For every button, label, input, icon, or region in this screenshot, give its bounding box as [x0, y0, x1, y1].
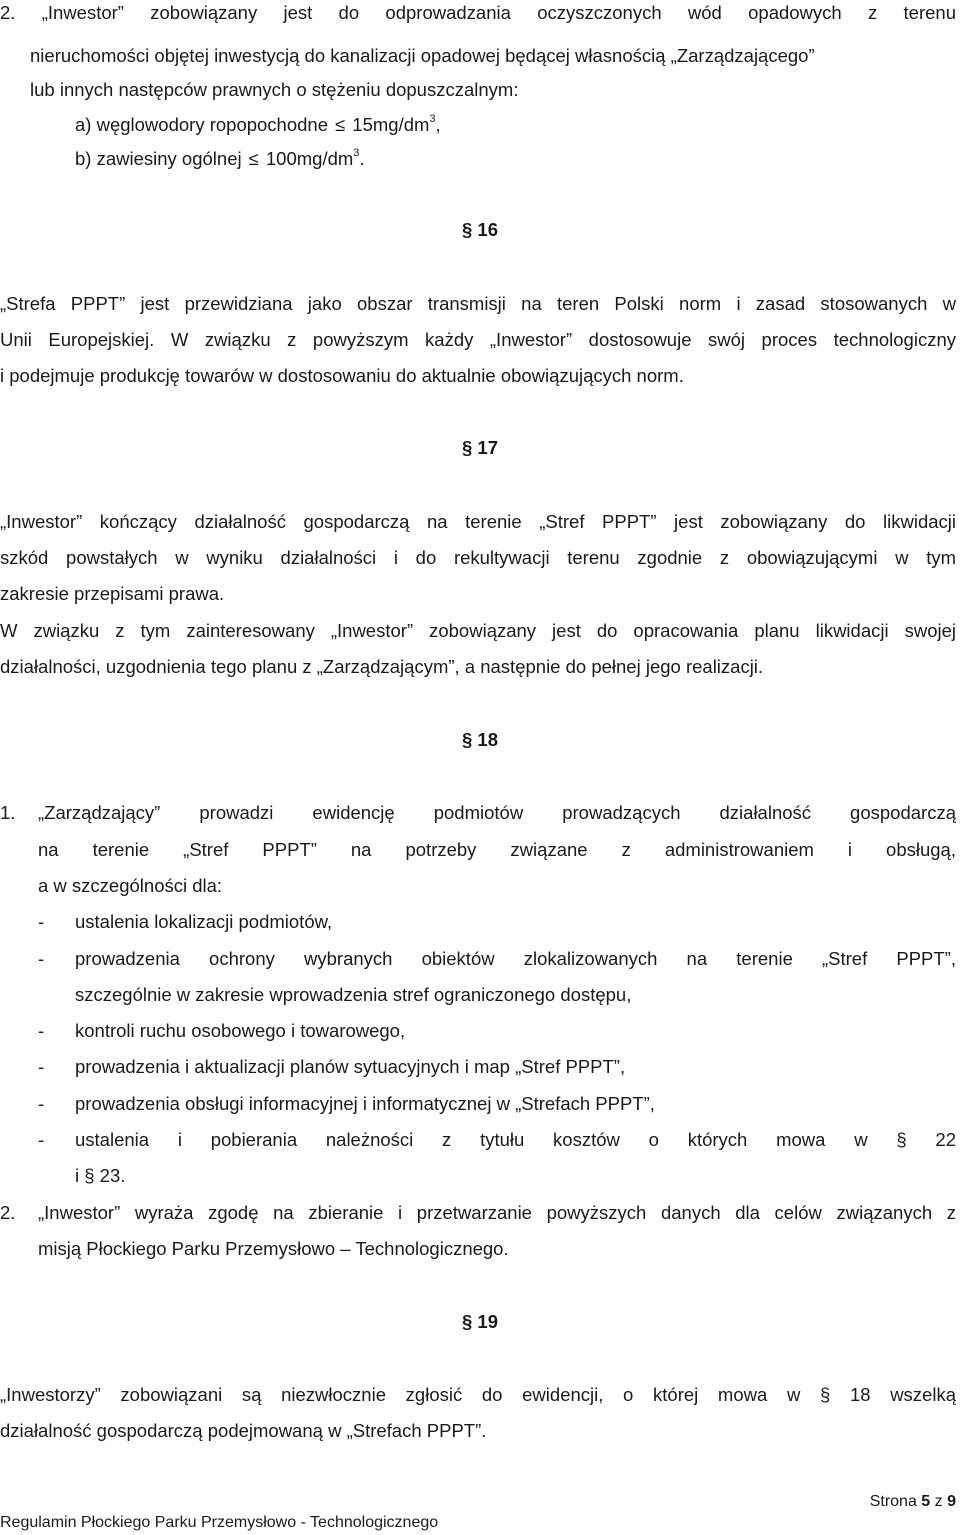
- list-item: ustalenia lokalizacji podmiotów,: [75, 911, 333, 932]
- paragraph-line: zakresie przepisami prawa.: [0, 583, 225, 604]
- paragraph-line: W związku z tym zainteresowany „Inwestor” zobowiązany jest do opracowania planu likwidacji swojej: [0, 620, 956, 641]
- paragraph-line: szkód powstałych w wyniku działalności i do rekultywacji terenu zgodnie z obowiązującymi w tym: [0, 547, 956, 568]
- page-of: z: [930, 1493, 948, 1510]
- dash-bullet: -: [38, 1093, 45, 1114]
- list-item-text: a) węglowodory ropopochodne: [75, 114, 334, 135]
- less-equal-symbol: ≤: [248, 148, 259, 169]
- section-heading-16: § 16: [461, 219, 498, 240]
- less-equal-symbol: ≤: [335, 114, 346, 135]
- paragraph-number: 1.: [0, 802, 16, 823]
- paragraph-line: nieruchomości objętej inwestycją do kanalizacji opadowej będącej własnością „Zarządzającego”: [30, 45, 815, 66]
- page-total: 9: [947, 1493, 956, 1510]
- section-heading-17: § 17: [461, 437, 498, 458]
- paragraph-line: 2. „Inwestor” zobowiązany jest do odprowadzania oczyszczonych wód opadowych z terenu: [0, 2, 956, 23]
- page-current: 5: [921, 1493, 931, 1510]
- dash-bullet: -: [38, 948, 45, 969]
- page-label: Strona: [869, 1493, 922, 1510]
- paragraph-line: działalności, uzgodnienia tego planu z „Zarządzającym”, a następnie do pełnej jego realizacji.: [0, 656, 764, 677]
- list-item: szczególnie w zakresie wprowadzenia stref ograniczonego dostępu,: [75, 984, 632, 1005]
- list-item-a: [75, 114, 441, 136]
- section-heading-18: § 18: [461, 729, 498, 750]
- list-item: prowadzenia i aktualizacji planów sytuacyjnych i map „Stref PPPT”,: [75, 1056, 626, 1077]
- paragraph-line: „Strefa PPPT” jest przewidziana jako obszar transmisji na teren Polski norm i zasad stosowanych w: [0, 293, 956, 314]
- superscript: 3: [353, 146, 360, 159]
- list-item-suffix: .: [359, 148, 365, 169]
- list-item-suffix: ,: [435, 114, 441, 135]
- superscript: 3: [429, 112, 436, 125]
- list-item-b: [75, 148, 365, 170]
- paragraph-line: „Inwestor” wyraża zgodę na zbieranie i przetwarzanie powyższych danych dla celów związanych z: [38, 1202, 956, 1223]
- paragraph-line: i podejmuje produkcję towarów w dostosowaniu do aktualnie obowiązujących norm.: [0, 365, 684, 386]
- paragraph-line: „Inwestorzy” zobowiązani są niezwłocznie zgłosić do ewidencji, o której mowa w § 18 wszelką: [0, 1384, 956, 1405]
- paragraph-line: „Zarządzający” prowadzi ewidencję podmiotów prowadzących działalność gospodarczą: [38, 802, 956, 823]
- dash-bullet: -: [38, 1020, 45, 1041]
- list-item: prowadzenia obsługi informacyjnej i informatycznej w „Strefach PPPT”,: [75, 1093, 655, 1114]
- list-item: prowadzenia ochrony wybranych obiektów zlokalizowanych na terenie „Stref PPPT”,: [75, 948, 956, 969]
- paragraph-line: lub innych następców prawnych o stężeniu dopuszczalnym:: [30, 79, 519, 100]
- paragraph-line: a w szczególności dla:: [38, 875, 223, 896]
- list-item: kontroli ruchu osobowego i towarowego,: [75, 1020, 406, 1041]
- list-item-text: b) zawiesiny ogólnej: [75, 148, 247, 169]
- dash-bullet: -: [38, 1129, 45, 1150]
- section-heading-19: § 19: [461, 1311, 498, 1332]
- dash-bullet: -: [38, 1056, 45, 1077]
- paragraph-line: misją Płockiego Parku Przemysłowo – Technologicznego.: [38, 1238, 509, 1259]
- page-number: [870, 1492, 956, 1512]
- footer-title: Regulamin Płockiego Parku Przemysłowo - Technologicznego: [0, 1514, 439, 1531]
- dash-bullet: -: [38, 911, 45, 932]
- list-item-value: 100mg/dm: [260, 148, 354, 169]
- paragraph-line: „Inwestor” kończący działalność gospodarczą na terenie „Stref PPPT” jest zobowiązany do likwidacji: [0, 511, 956, 532]
- paragraph-line: na terenie „Stref PPPT” na potrzeby związane z administrowaniem i obsługą,: [38, 839, 956, 860]
- paragraph-number: 2.: [0, 1202, 16, 1223]
- list-item: ustalenia i pobierania należności z tytułu kosztów o których mowa w § 22: [75, 1129, 956, 1150]
- list-item: i § 23.: [75, 1165, 126, 1186]
- paragraph-line: działalność gospodarczą podejmowaną w „Strefach PPPT”.: [0, 1420, 487, 1441]
- paragraph-line: Unii Europejskiej. W związku z powyższym każdy „Inwestor” dostosowuje swój proces technologiczny: [0, 329, 956, 350]
- list-item-value: 15mg/dm: [347, 114, 430, 135]
